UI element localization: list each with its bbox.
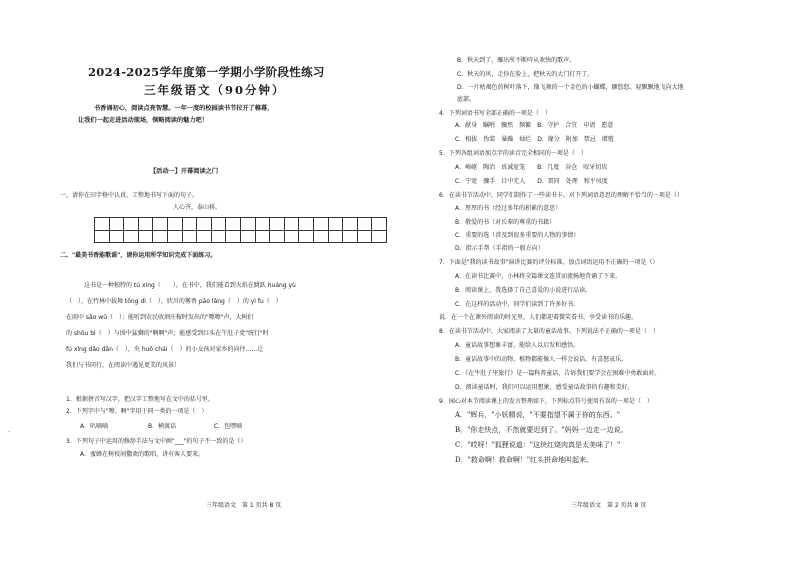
q8-stem: 8．在读书节活动中，大家阅读了大量的童话故事。下列说法不正确的一项是（ ） — [439, 328, 659, 335]
q7-option-b: B．阅读课上，我选择了自己喜爱的小说进行品读。 — [455, 287, 592, 294]
subq3-option-a: A．蜜蜂在树枝间撒欢的歌唱，讲有客人要来。 — [80, 451, 205, 458]
right-footer: 三年级语文 第 2 页共 8 页 — [571, 502, 647, 509]
q6-stem: 6．在读书节活动中，同学们制作了一些读书卡。对下列词语意思的理解不恰当的一项是（） — [439, 192, 683, 199]
left-page — [0, 0, 396, 573]
exam-title: 2024-2025学年度第一学期小学阶段性练习 — [88, 65, 325, 79]
q4-options-cd: C．相拔 伪装 暴躁 灿烂 D．缘分 附加 禁忌 增殖 — [455, 136, 614, 143]
q3-option-b: B．秋天到了，雁出所不断吟从欢快的歌声。 — [457, 57, 576, 64]
q7-option-c: C．在这样的活动中，同学们读到了许多好书。 — [455, 301, 580, 308]
passage-line-4: 的 shōu bì（ ）与围中猛狮的"啊啊"声；能感受到红头在午肚子党"统行"时 — [66, 330, 269, 337]
intro-line-1: 书香诵初心，阅读点亮智慧。一年一度的校园读书节拉开了帷幕， — [94, 105, 274, 112]
q1-heading: 一、请你在田字格中认真、工整地书写下面的句子。 — [60, 192, 199, 199]
q2-heading: 二、"最美书香能歌谣"，请你运用所学知识完成下面练习。 — [60, 252, 217, 259]
q6-option-d: D．指示手帮（手指的一般方向） — [455, 245, 544, 252]
q5-options-ab: A．崎岖 陶冶 真诚庞笼 B．几度 谷仓 咬牙切齿 — [455, 164, 608, 171]
q9-option-c: C．"哎呀！"狐狸说道："这块红烧肉真是太美味了！" — [455, 441, 621, 449]
q6-option-b: B．敬爱的书（对长辈的尊重的书籍） — [455, 219, 556, 226]
q7-stem: 7．下面是"我的读书故事"演讲比赛的评分标准，加点词语运用不正确的一项是（） — [439, 259, 659, 266]
subquestion-2: 2．下列字中与"嚓、啊"字用于同一类的一项是（ ） — [66, 408, 208, 415]
q8-option-c: C．《在牛肚子里旅行》是一篇科普童话，告诉我们要学会在困难中勇敢面对。 — [455, 370, 661, 377]
q8-option-d: D．阅读童话时，我们可以运用想象，感受童话故事的有趣和美好。 — [455, 384, 634, 391]
q8-option-a: A．童话故事想象丰富，能给人以启发和感悟。 — [455, 342, 580, 349]
subq2-option-b: B．横渡话 — [148, 423, 177, 430]
subquestion-1: 1．根据拼音写汉字，把汉字工整地写在文中的括号里。 — [66, 396, 214, 403]
subq2-option-a: A．叭嘀嘀 — [80, 423, 109, 430]
margin-mark: · — [8, 429, 10, 436]
q4-stem: 4．下列词语书写全部正确的一项是（ ） — [439, 110, 551, 117]
passage-line-1: 这书是一种独特的 tú xíng（ ）。在书中，我们能看到火焰在跳跃 huáng yù — [84, 282, 296, 289]
q6-option-c: C．重要的选（涉及到很多重要的人物的事情） — [455, 232, 580, 239]
q9-option-b: B．"你走快点，不然就要迟到了。"妈妈一边走一边说。 — [455, 426, 628, 434]
left-footer: 三年级语文 第 1 页共 8 页 — [206, 502, 282, 509]
subquestion-3: 3．下列句子中运用的修辞手法与文中画"___"的句子不一致的是（） — [66, 438, 247, 445]
passage-line-3: 在雨中 sǎo wǔ（ ）；能听到农民收割庄稼时发出的"嚓嚓"声，大树们 — [66, 314, 254, 321]
right-page — [397, 0, 793, 573]
q9-stem: 9．园心对本节阅读课上的发言整理如下，下列标点符号使用有误的一项是（ ） — [439, 398, 653, 405]
exam-subtitle: 三年级语文（90分钟） — [144, 83, 286, 97]
q7-option-d: 说．在一个在课外阅读的时光里，人们都迎着微笑看书，享受读书的乐趣。 — [439, 314, 638, 321]
q4-options-ab: A．献身 瞩咐 骤然 频繁 B．守护 合宜 申请 愿意 — [455, 122, 614, 129]
intro-line-2: 让我们一起走进活动现场，领略阅读的魅力吧！ — [78, 117, 208, 124]
q5-options-cd: C．宁宽 骤手 目中无人 D．雷同 处理 和平风度 — [455, 178, 608, 185]
q9-option-a: A．"辉兵，"小妖精说，"不要指望不属于你的东西。" — [455, 411, 620, 419]
q9-option-d: D．"救命啊！救命啊！"红头拼命地叫起来。 — [455, 456, 594, 464]
writing-grid[interactable] — [94, 217, 387, 243]
q6-option-a: A．厚厚的书（经过多年的积累的意思） — [455, 205, 562, 212]
q5-stem: 5．下列各组词语加点字的读音完全相同的一项是（ ） — [439, 150, 587, 157]
passage-line-2: （ ），在竹林中载舞 tōng dì（ ），欣川的雾香 pāo lǎng（ ）的 yì fu（ ） — [66, 298, 282, 305]
q7-option-a: A．在读书比赛中，小林将全篇课文连贯而流畅地背诵了下来。 — [455, 273, 622, 280]
q1-sentence: 人心齐，泰山移。 — [173, 204, 222, 211]
passage-line-6: 我们与书同行，在阅读中遇见更美的风景！ — [66, 362, 181, 369]
q8-option-b: B．童话故事中的动物、植物都能像人一样会说话，有喜怒哀乐。 — [455, 356, 628, 363]
passage-line-5: fú xǐng dǎo dǎn（ ），央 huǒ chái（ ）的小女孩对家乡的向往……让 — [66, 346, 264, 353]
q3-option-d: D．一片枯褐色的树叶落下，像飞舞的一个金色的小蝴蝶，颤悠悠、轻飘飘地飞向大地 — [457, 84, 684, 91]
activity-title: 【活动一】开幕阅读之门 — [150, 168, 219, 175]
subq2-option-c: C．包嘿嘀 — [214, 423, 243, 430]
q3-option-d-cont: 底部。 — [457, 96, 476, 103]
q3-option-c: C．秋天的风，走你在脸上，把秋天的大门打开了。 — [457, 71, 594, 78]
